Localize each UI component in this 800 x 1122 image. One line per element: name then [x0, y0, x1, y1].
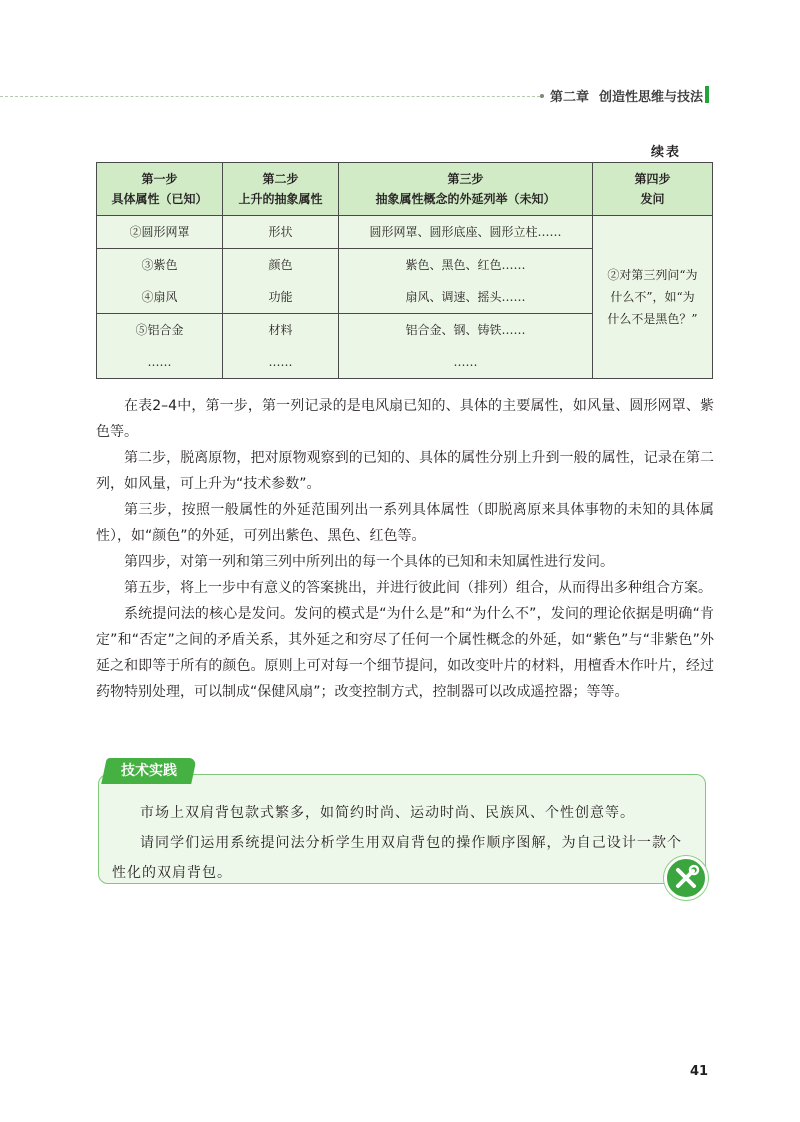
abstract-attribute-cell: 形状 — [223, 216, 339, 249]
abstract-attribute-cell: 颜色 功能 — [223, 249, 339, 314]
extension-cell: 紫色、黑色、红色…… 扇风、调速、摇头…… — [339, 249, 593, 314]
table-row — [97, 216, 713, 249]
abstract-attribute-cell: 材料 …… — [223, 314, 339, 379]
chapter-header — [550, 86, 703, 105]
column-header-step1: 第一步 具体属性（已知） — [97, 163, 223, 216]
practice-text — [112, 798, 682, 888]
column-header-step4: 第四步 发问 — [593, 163, 713, 216]
header-dot — [540, 94, 544, 98]
known-attribute-cell: ②圆形网罩 — [97, 216, 223, 249]
practice-paragraph-1: 市场上双肩背包款式繁多，如简约时尚、运动时尚、民族风、个性创意等。 — [140, 805, 635, 821]
chapter-title: 创造性思维与技法 — [599, 90, 704, 105]
paragraph-step1: 在表2–4中，第一步，第一列记录的是电风扇已知的、具体的主要属性，如风量、圆形网罩、紫色等。 — [96, 398, 714, 440]
paragraph-step4: 第四步，对第一列和第三列中所列出的每一个具体的已知和未知属性进行发问。 — [124, 554, 614, 570]
paragraph-step3: 第三步，按照一般属性的外延范围列出一系列具体属性（即脱离原来具体事物的未知的具体属性），如“颜色”的外延，可列出紫色、黑色、红色等。 — [96, 502, 714, 544]
extension-cell: 圆形网罩、圆形底座、圆形立柱…… — [339, 216, 593, 249]
paragraph-step2: 第二步，脱离原物，把对原物观察到的已知的、具体的属性分别上升到一般的属性，记录在第二列，如风量，可上升为“技术参数”。 — [96, 450, 714, 492]
chapter-number: 第二章 — [550, 90, 590, 105]
body-text — [96, 393, 714, 705]
header-accent-bar — [705, 86, 709, 103]
known-attribute-cell: ③紫色 ④扇风 — [97, 249, 223, 314]
column-header-step2: 第二步 上升的抽象属性 — [223, 163, 339, 216]
paragraph-step5: 第五步，将上一步中有意义的答案挑出，并进行彼此间（排列）组合，从而得出多种组合方案。 — [124, 580, 712, 596]
tools-icon — [664, 856, 708, 900]
extension-cell: 铝合金、钢、铸铁…… …… — [339, 314, 593, 379]
question-cell: ②对第三列问“为 什么不”，如“为 什么不是黑色？” — [593, 216, 713, 379]
header-divider — [0, 96, 540, 97]
question-steps-table — [96, 162, 713, 379]
practice-tag: 技术实践 — [101, 758, 197, 784]
practice-paragraph-2: 请同学们运用系统提问法分析学生用双肩背包的操作顺序图解，为自己设计一款个性化的双肩背包。 — [112, 835, 682, 881]
column-header-step3: 第三步 抽象属性概念的外延列举（未知） — [339, 163, 593, 216]
table-continued-label: 续表 — [651, 145, 682, 160]
known-attribute-cell: ⑤铝合金 …… — [97, 314, 223, 379]
paragraph-core-principle: 系统提问法的核心是发问。发问的模式是“为什么是”和“为什么不”，发问的理论依据是明确“肯定”和“否定”之间的矛盾关系，其外延之和穷尽了任何一个属性概念的外延，如“紫色”与“非紫色”外延之和即等于所有的颜色。原则上可对每一个细节提问，如改变叶片的材料，用檀香木作叶片，经过药物特别处理，可以制成“保健风扇”；改变控制方式，控制器可以改成遥控器；等等。 — [96, 606, 714, 700]
page-number: 41 — [690, 1064, 709, 1079]
